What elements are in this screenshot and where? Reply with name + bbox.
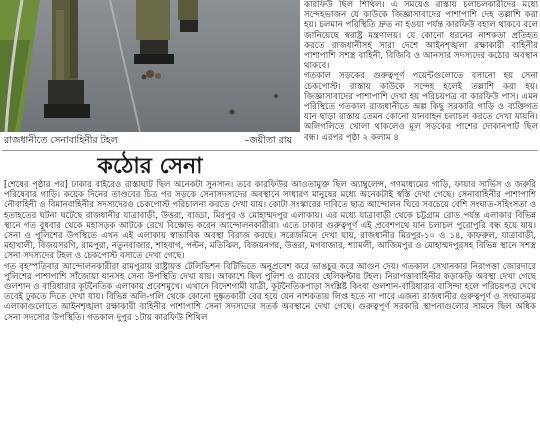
article-paragraph: [শেষের পৃষ্ঠার পর] ঢাকার বাইরেও রাস্তাঘাট ছিল অনেকটা সুনসান। তবে কারফিউর আওতামুক্ত ছিল অ্যাম্বুলেন্স, গণমাধ্যমের গাড়ি, ফায়ার সার্ভিস ও জরুরি পরিষেবার গাড়ি। কয়েক দিনের তাণ্ডবের চিত্র পর সড়কে সেনাসদস্যদের অবস্থানে সাধারণ মানুষের মধ্যে অনেকটাই স্বস্তি দেখা গেছে। সেনাবাহিনীর পাশাপাশি নৌবাহিনী ও বিমানবাহিনীর সদস্যদেরও চেকপোস্ট পরিচালনা করতে দেখা যায়। কোটা সংস্কারের দাবিতে ছাত্র আন্দোলন ঘিরে সবচেয়ে বেশি সংঘাত-সহিংসতা ও হতাহতের ঘটনা ঘটেছে রাজধানীর যাত্রাবাড়ী, উত্তরা, বাড্ডা, মিরপুর ও মোহাম্মদপুর এলাকায়। এর মধ্যে যাত্রাবাড়ী থেকে চট্টগ্রাম রোড পর্যন্ত এলাকার বিভিন্ন স্থানে গত বুধবার থেকে মহাসড়ক আটকে রেখে বিক্ষোভ করেন আন্দোলনকারীরা। এতে ঢাকার গুরুত্বপূর্ণ এই প্রবেশপথে যান চলাচল পুরোপুরি বন্ধ হয়ে যায়। সেনা ও পুলিশের উপস্থিতে এখন এই এলাকায় স্বাভাবিক অবস্থা বিরাজ করছে। সরেজমিনে দেখা যায়, রাজধানীর মিরপুর-১০ ও ১৪, কাফরুল, যাত্রাবাড়ী, মহাখালী, বিজয়সরণি, রামপুরা, নতুনবাজার, শাহবাগ, পল্টন, মতিঝিল, বিজয়নগর, উত্তরা, মগবাজার, শ্যামলী, আজিমপুর ও মোহাম্মদপুরসহ বিভিন্ন স্থানে সশস্ত্র সেনা সদস্যদের টহল ও চেকপোস্ট বসাতে দেখা গেছে। (4, 180, 536, 262)
photo-soldiers-on-road-icon (0, 0, 300, 132)
continued-column (304, 0, 538, 143)
caption-text: রাজধানীতে সেনাবাহিনীর টহল (4, 135, 118, 146)
news-photo (0, 0, 300, 132)
column-paragraph: গতকাল সড়কের গুরুত্বপূর্ণ পয়েন্টগুলোতে বসানো হয় সেনা চেকপোস্ট। রাস্তায় কাউকে সন্দেহ হলেই তল্লাশি করা হয়। জিজ্ঞাসাবাদের পাশাপাশি দেখা হয় পরিচয়পত্র বা কারফিউ পাস। এমন পরিস্থিতে গতকাল রাজধানীতে অল্প কিছু সরকারি গাড়ি ও ব্যক্তিগত যান ছাড়া রাস্তায় তেমন কোনো যানবাহন চলাচল করতে দেখা যায়নি। অলিগলিতে খোলা থাকলেও মূল সড়কের পাশের দোকানপাট ছিল বন্ধ। এরপর পৃষ্ঠা ২ কলাম ৪ (304, 71, 538, 143)
article-headline: কঠোর সেনা (97, 153, 203, 179)
section-divider (2, 150, 538, 151)
photo-credit: –জয়ীতা রায় (244, 135, 292, 146)
article-body (4, 180, 536, 323)
article-paragraph: গত বৃহস্পতিবার আন্দোলনকারীরা রামপুরায় রাষ্ট্রায়ত্ত টেলিভিশন বিটিভিতে অনুপ্রবেশ করে ভাঙচুর করে আগুন দেয়। গতকাল সেখানকার নিরাপত্তা জোরদারে পুলিশের পাশাপাশি সাঁজোয়া যানসহ সেনা উপস্থিতি দেখা যায়। আকাশে ছিল পুলিশ ও র‍্যাবের হেলিকপ্টার টহল। নিরাপত্তাবাহিনীর কড়াকড়ি অবস্থা দেখা গেছে গুলশান ও বারিধারার কূটনৈতিক এলাকায় প্রবেশমুখে। এখানে বিদেশগামী যাত্রী, কূটনৈতিকপাড়া সংশ্লিষ্ট কিংবা গুলশান-বারিধারার বাসিন্দা হলে পরিচয়পত্র দেখে তবেই ঢুকতে দিতে দেখা যায়। বিভিন্ন অলি-গলি থেকে কোনো দুষ্কৃতকারী বের হয়ে যেন নাশকতায় লিপ্ত হতে না পারে এজন্য রাজধানীর গুরুত্বপূর্ণ ও সংঘাতময় এলাকাগুলোতে আইনশৃঙ্খলা রক্ষাকারী বাহিনীর পাশাপাশি সেনা সদস্যদের সতর্ক অবস্থানে দেখা গেছে। গুরুত্বপূর্ণ সরকারি স্থাপনাগুলোর সামনে ছিল অধিক সেনা সদস্যের উপস্থিতি। গতকাল দুপুর ১টায় কারফিউ শিথিল (4, 261, 536, 323)
photo-caption (4, 135, 292, 147)
column-paragraph: কারফিউ ছিল শিথিল। এ সময়েও রাস্তায় চলাচলকারীদের মধ্যে সন্দেহভাজন যে কাউকে জিজ্ঞাসাবাদের পাশাপাশি দেহ তল্লাশি করা হয়। চলমান পরিস্থিতি দ্রুত না হওয়া পর্যন্ত কারফিউ বহাল থাকবে বলে জানিয়েছে স্বরাষ্ট্র মন্ত্রণালয়। যে কোনো ধরনের নাশকতা প্রতিহত করতে রাজধানীসহ সারা দেশে আইনশৃঙ্খলা রক্ষাকারী বাহিনীর পাশাপাশি সশস্ত্র বাহিনী, বিজিবি ও আনসার সদস্যদের কঠোর অবস্থান থাকবে। (304, 0, 539, 72)
